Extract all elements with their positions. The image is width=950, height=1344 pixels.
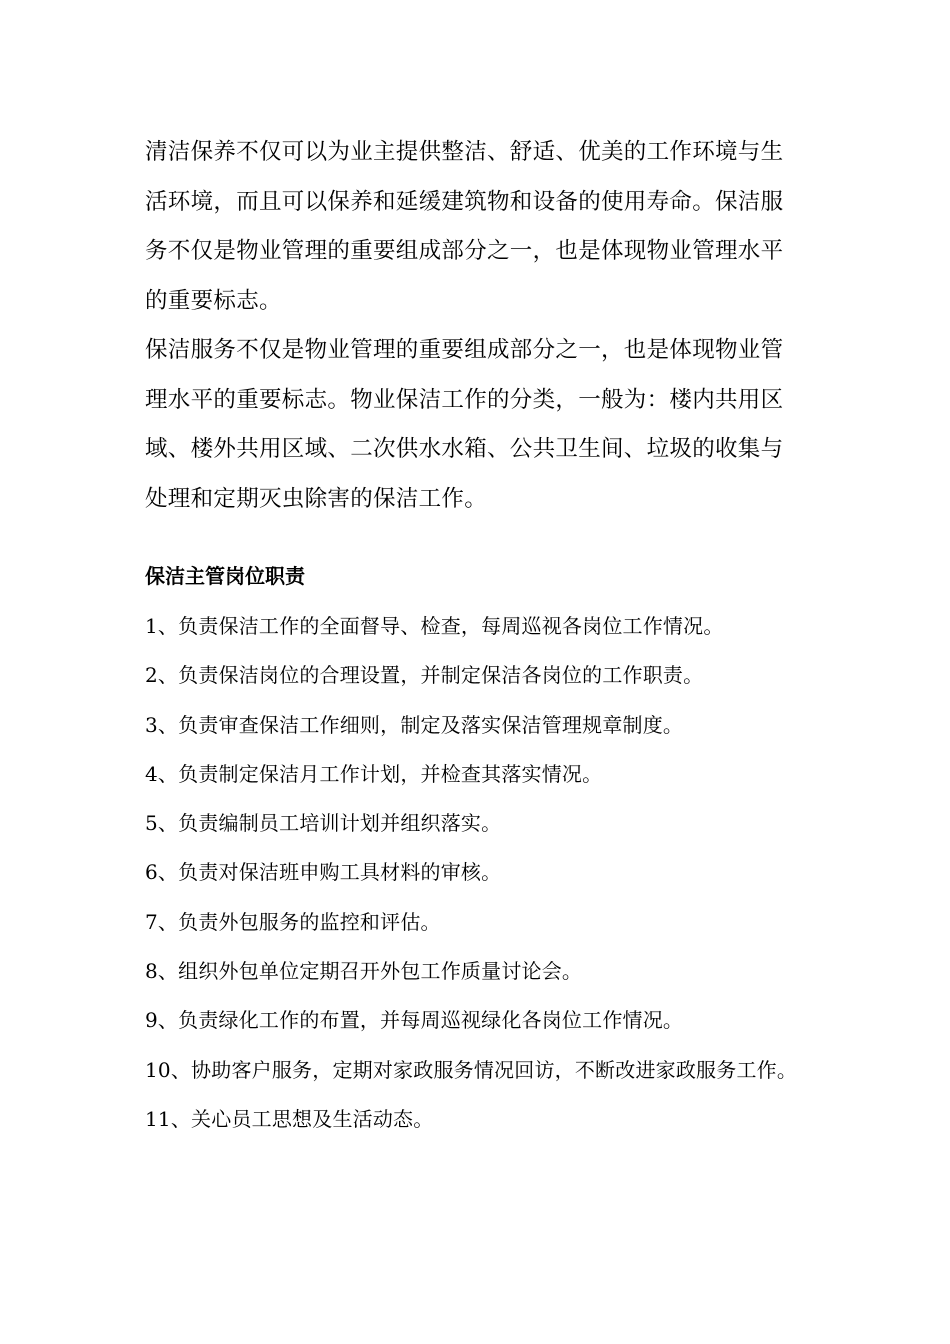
- list-item: 9、负责绿化工作的布置，并每周巡视绿化各岗位工作情况。: [145, 1008, 684, 1033]
- list-item: 7、负责外包服务的监控和评估。: [145, 909, 441, 934]
- intro-paragraph-1: 清洁保养不仅可以为业主提供整洁、舒适、优美的工作环境与生活环境，而且可以保养和延缓建筑物和设备的使用寿命。保洁服务不仅是物业管理的重要组成部分之一，也是体现物业管理水平的重要标志。: [145, 139, 784, 314]
- section-title: 保洁主管岗位职责: [145, 564, 305, 588]
- intro-section: [145, 128, 805, 524]
- list-item: 11、关心员工思想及生活动态。: [145, 1106, 434, 1131]
- list-item: 5、负责编制员工培训计划并组织落实。: [145, 811, 502, 836]
- duties-list: [145, 602, 805, 1144]
- list-item: 1、负责保洁工作的全面督导、检查，每周巡视各岗位工作情况。: [145, 614, 724, 638]
- intro-paragraph-2: 保洁服务不仅是物业管理的重要组成部分之一，也是体现物业管理水平的重要标志。物业保洁工作的分类，一般为：楼内共用区域、楼外共用区域、二次供水水箱、公共卫生间、垃圾的收集与处理和定期灭虫除害的保洁工作。: [145, 337, 784, 512]
- list-item: 3、负责审查保洁工作细则，制定及落实保洁管理规章制度。: [145, 712, 684, 737]
- list-item: 6、负责对保洁班申购工具材料的审核。: [145, 860, 502, 885]
- list-item: 2、负责保洁岗位的合理设置，并制定保洁各岗位的工作职责。: [145, 663, 704, 688]
- document-page: [145, 128, 805, 1131]
- list-item: 8、组织外包单位定期召开外包工作质量讨论会。: [145, 959, 583, 984]
- list-item: 4、负责制定保洁月工作计划，并检查其落实情况。: [145, 761, 603, 786]
- list-item: 10、协助客户服务，定期对家政服务情况回访，不断改进家政服务工作。: [145, 1057, 798, 1082]
